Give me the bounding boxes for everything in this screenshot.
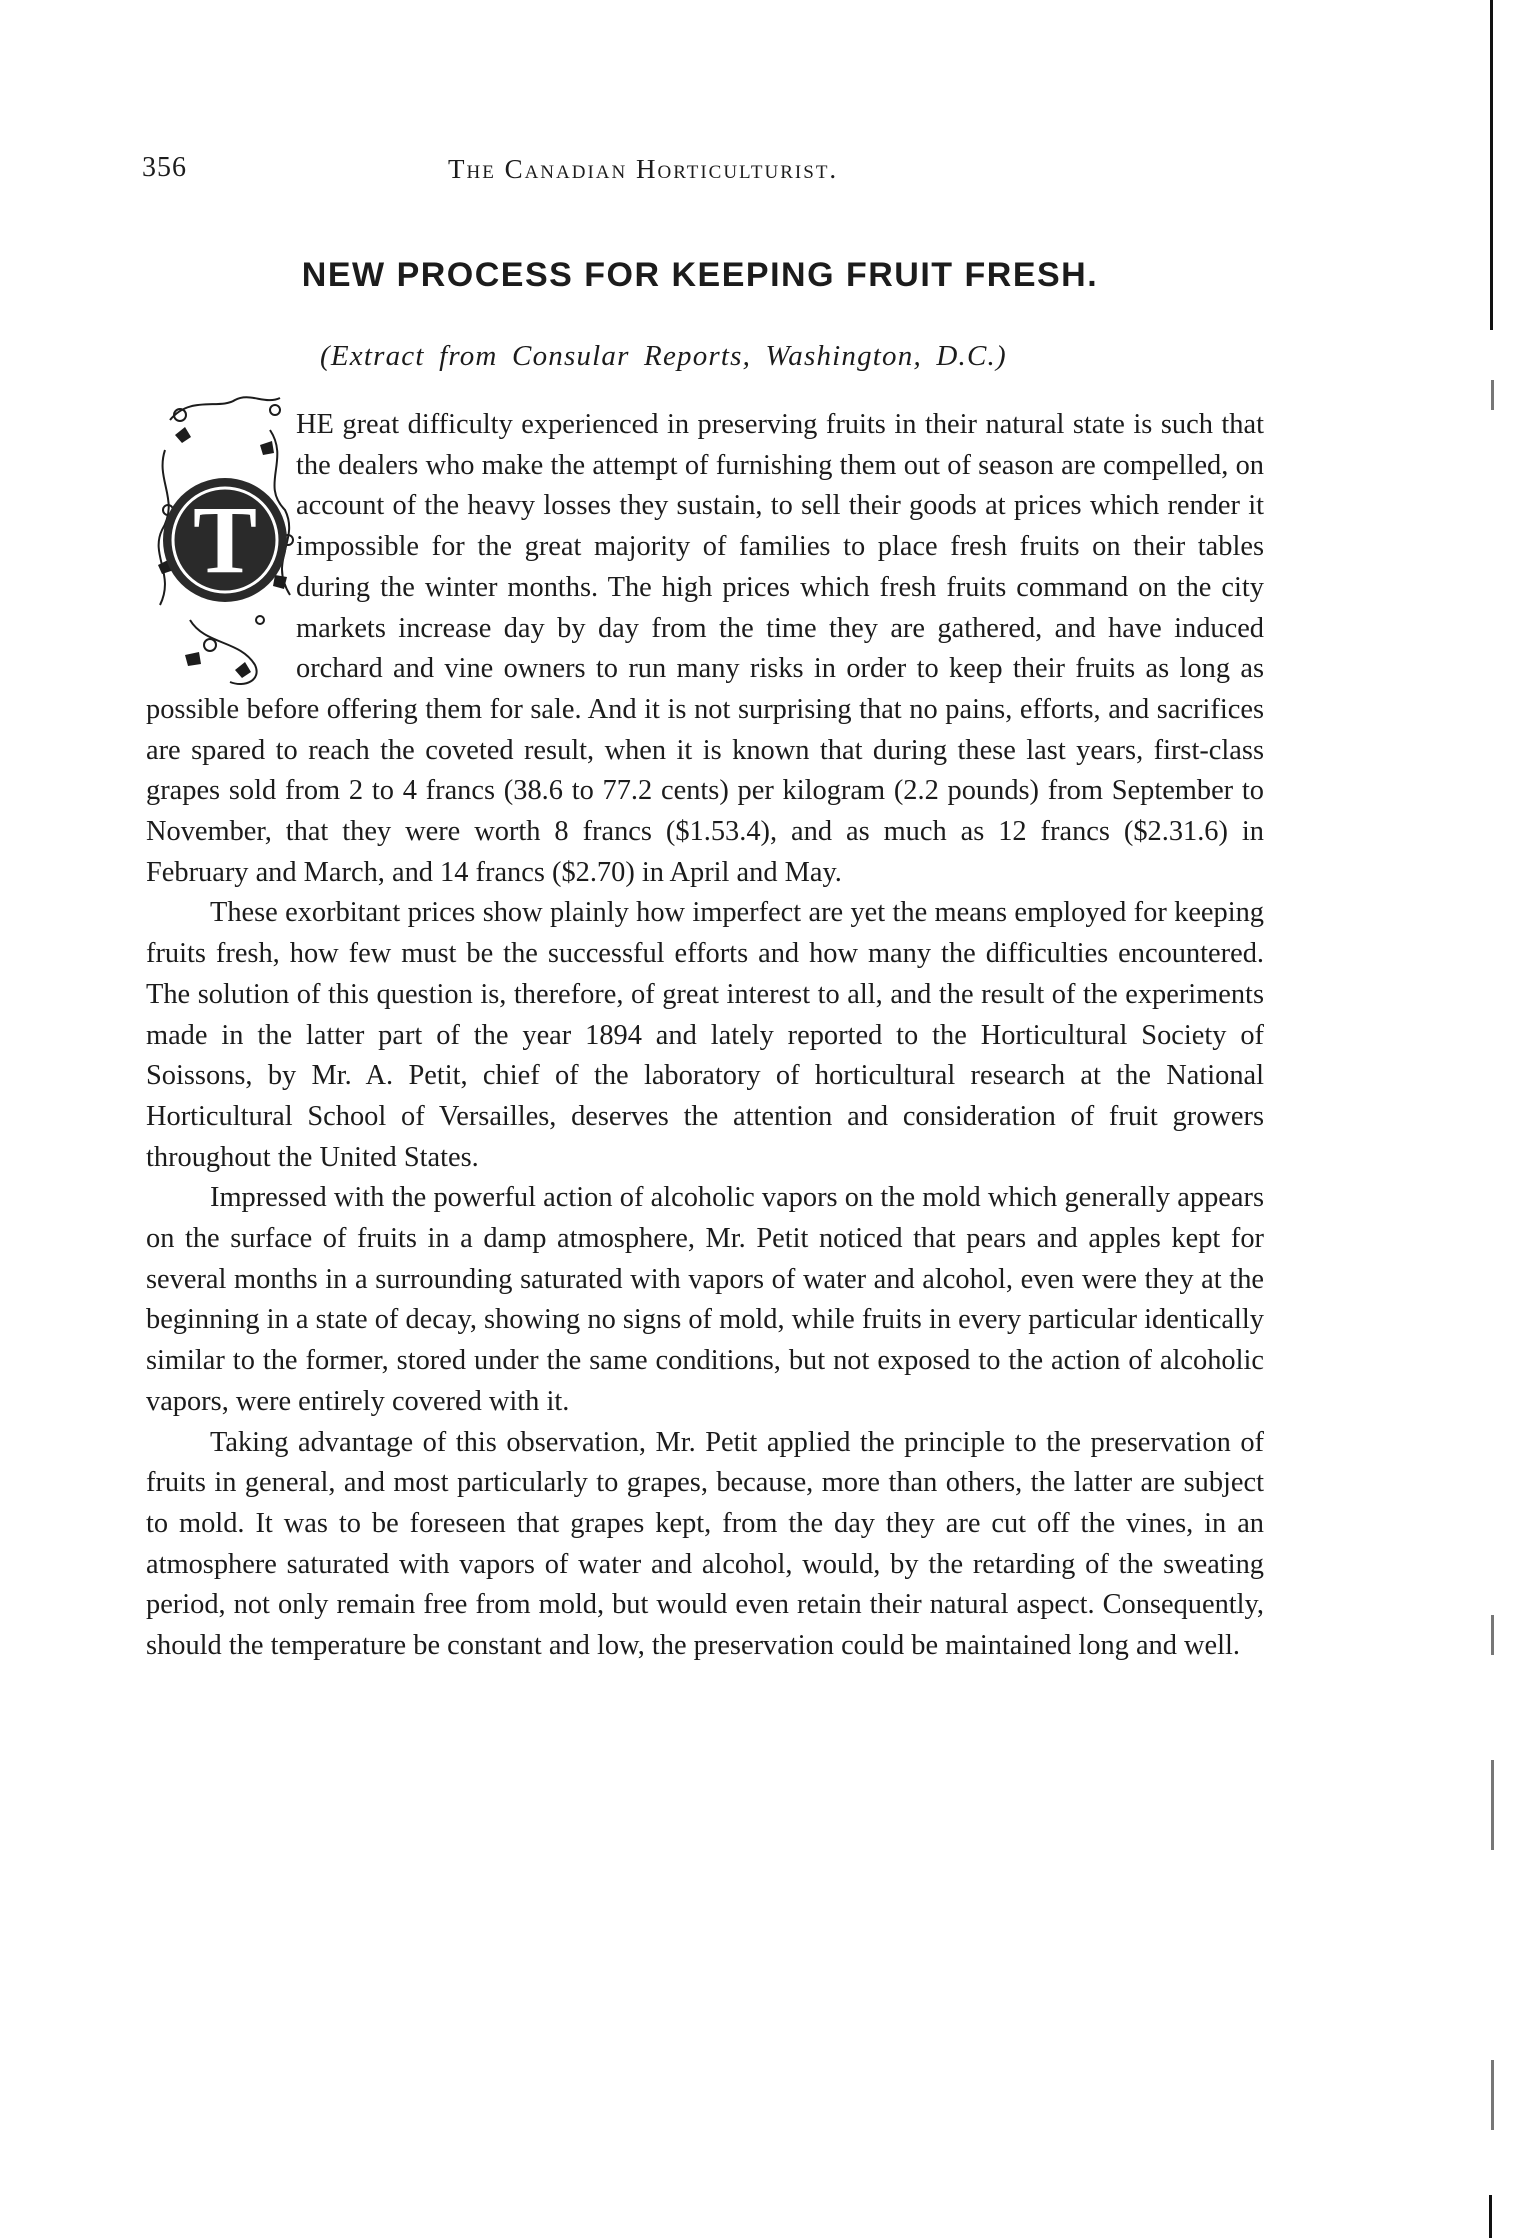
journal-title: The Canadian Horticulturist. <box>448 154 839 184</box>
page-number: 356 <box>142 152 187 183</box>
article-title: NEW PROCESS FOR KEEPING FRUIT FRESH. <box>301 256 1099 294</box>
dropcap-letter: T <box>192 486 258 593</box>
running-head <box>0 152 1520 192</box>
paragraph: These exorbitant prices show plainly how imperfect are yet the means employed for keeping fruits fresh, how few must be the successful efforts and how many the difficulties encountered. The solution of this question is, therefore, of great interest to all, and the result of the experiments made in the latter part of the year 1894 and lately reported to the Horticultural Society of Soissons, by Mr. A. Petit, chief of the laboratory of horticultural research at the National Horticultural School of Versailles, deserves the attention and consideration of fruit growers throughout the United States. <box>146 897 1264 1173</box>
article-source: (Extract from Consular Reports, Washington, D.C.) <box>320 340 1007 372</box>
scan-mark <box>1491 1615 1494 1655</box>
paragraph: HE great difficulty experienced in preserving fruits in their natural state is such that the dealers who make the attempt of furnishing them out of season are compelled, on account of the heavy losses they sustain, to sell their goods at prices which render it impossible for the great majority of families to place fresh fruits on their tables during the winter months. The high prices which fresh fruits command on the city markets increase day by day from the time they are gathered, and have induced orchard and vine owners to run many risks in order to keep their fruits as long as possible before offering them for sale. And it is not surprising that no pains, efforts, and sacrifices are spared to reach the coveted result, when it is known that during these last years, first-class grapes sold from 2 to 4 francs (38.6 to 77.2 cents) per kilogram (2.2 pounds) from September to November, that they were worth 8 francs ($1.53.4), and as much as 12 francs ($2.31.6) in February and March, and 14 francs ($2.70) in April and May. <box>146 409 1264 888</box>
binding-edge-line <box>1489 2195 1492 2238</box>
paragraph: Impressed with the powerful action of alcoholic vapors on the mold which generally appears on the surface of fruits in a damp atmosphere, Mr. Petit noticed that pears and apples kept for several months in a surrounding saturated with vapors of water and alcohol, even were they at the beginning in a state of decay, showing no signs of mold, while fruits in every particular identically similar to the former, stored under the same conditions, but not exposed to the action of alcoholic vapors, were entirely covered with it. <box>146 1182 1264 1417</box>
article-body <box>146 405 1264 1667</box>
scan-mark <box>1491 380 1494 410</box>
paragraph: Taking advantage of this observation, Mr. Petit applied the principle to the preservation of fruits in general, and most particularly to grapes, because, more than others, the latter are subject to mold. It was to be foreseen that grapes kept, from the day they are cut off the vines, in an atmosphere saturated with vapors of water and alcohol, would, by the retarding of the sweating period, not only remain free from mold, but would even retain their natural aspect. Consequently, should the temperature be constant and low, the preservation could be maintained long and well. <box>146 1426 1264 1662</box>
scan-mark <box>1491 1760 1494 1850</box>
scan-mark <box>1491 2060 1494 2130</box>
